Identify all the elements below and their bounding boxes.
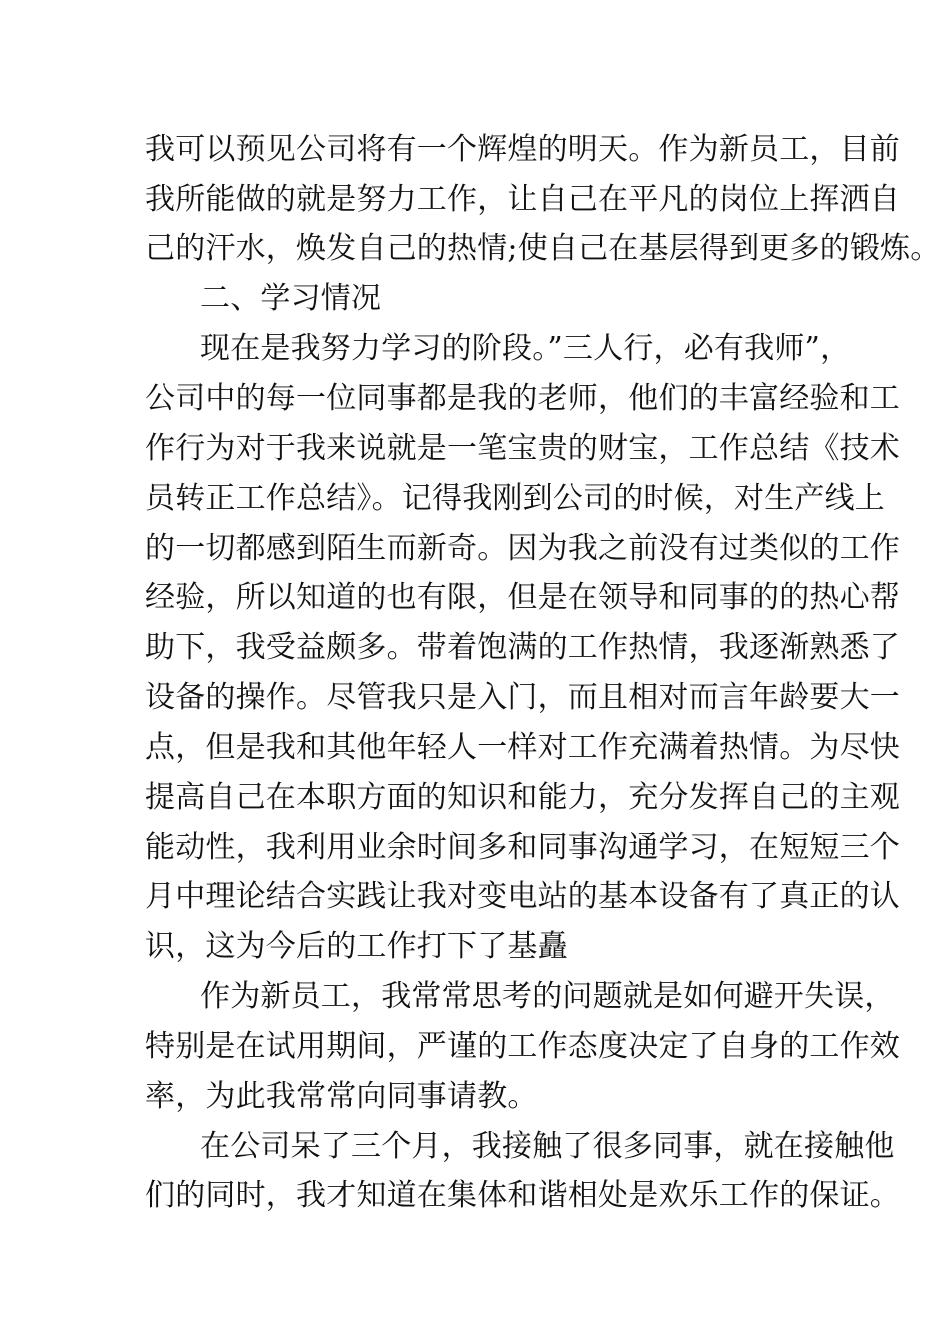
- text-line-10: 经验，所以知道的也有限，但是在领导和同事的的热心帮: [145, 580, 900, 615]
- text-line-14: 提高自己在本职方面的知识和能力，充分发挥自己的主观: [145, 780, 900, 815]
- text-line-15: 能动性，我利用业余时间多和同事沟通学习，在短短三个: [145, 830, 900, 865]
- text-line-2: 我所能做的就是努力工作，让自己在平凡的岗位上挥洒自: [145, 182, 900, 217]
- text-line-8: 员转正工作总结》。记得我刚到公司的时候，对生产线上: [145, 481, 885, 516]
- text-line-19: 特别是在试用期间，严谨的工作态度决定了自身的工作效: [145, 1029, 900, 1064]
- text-line-16: 月中理论结合实践让我对变电站的基本设备有了真正的认: [145, 879, 900, 914]
- text-line-11: 助下，我受益颇多。带着饱满的工作热情，我逐渐熟悉了: [145, 630, 900, 665]
- text-line-5: 现在是我努力学习的阶段。”三人行，必有我师”，: [200, 331, 851, 366]
- text-line-1: 我可以预见公司将有一个辉煌的明天。作为新员工，目前: [145, 132, 900, 167]
- text-line-12: 设备的操作。尽管我只是入门，而且相对而言年龄要大一: [145, 680, 900, 715]
- text-line-21: 在公司呆了三个月，我接触了很多同事，就在接触他: [200, 1129, 895, 1164]
- text-line-13: 点，但是我和其他年轻人一样对工作充满着热情。为尽快: [145, 730, 900, 765]
- text-line-20: 率，为此我常常向同事请教。: [145, 1079, 538, 1114]
- text-line-18: 作为新员工，我常常思考的问题就是如何避开失误，: [200, 979, 895, 1014]
- text-line-9: 的一切都感到陌生而新奇。因为我之前没有过类似的工作: [145, 531, 900, 566]
- text-line-6: 公司中的每一位同事都是我的老师，他们的丰富经验和工: [145, 381, 900, 416]
- text-line-17: 识，这为今后的工作打下了基矗: [145, 929, 568, 964]
- text-line-3: 己的汗水，焕发自己的热情;使自己在基层得到更多的锻炼。: [145, 231, 941, 266]
- text-line-22: 们的同时，我才知道在集体和谐相处是欢乐工作的保证。: [145, 1178, 900, 1213]
- section-heading: 二、学习情况: [200, 281, 382, 316]
- text-line-7: 作行为对于我来说就是一笔宝贵的财宝，工作总结《技术: [145, 431, 900, 466]
